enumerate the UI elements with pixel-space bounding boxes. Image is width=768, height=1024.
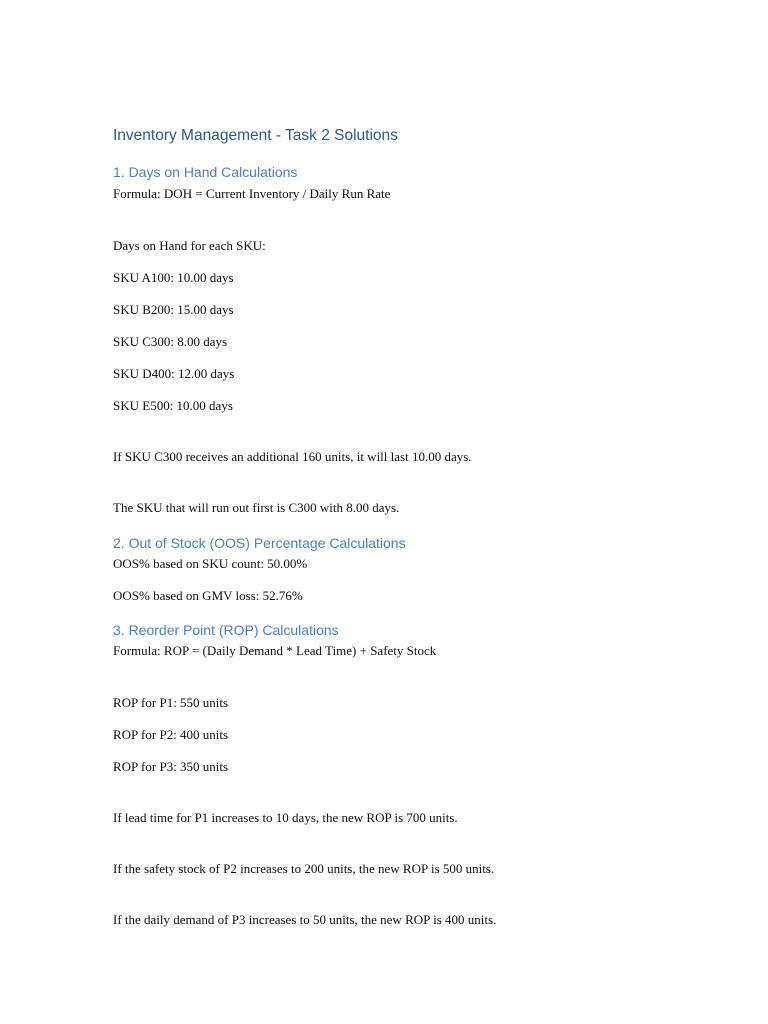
- rop-note: If the safety stock of P2 increases to 200 units, the new ROP is 500 units.: [113, 861, 495, 876]
- section-heading-rop: 3. Reorder Point (ROP) Calculations: [113, 622, 339, 638]
- doh-note: If SKU C300 receives an additional 160 units, it will last 10.00 days.: [113, 449, 472, 464]
- rop-item: ROP for P2: 400 units: [113, 727, 229, 742]
- section-heading-days-on-hand: 1. Days on Hand Calculations: [113, 164, 298, 180]
- rop-note: If the daily demand of P3 increases to 50 units, the new ROP is 400 units.: [113, 912, 497, 927]
- oos-item: OOS% based on GMV loss: 52.76%: [113, 588, 303, 603]
- doh-intro: Days on Hand for each SKU:: [113, 238, 266, 253]
- doh-note: The SKU that will run out first is C300 with 8.00 days.: [113, 500, 400, 515]
- doh-item: SKU C300: 8.00 days: [113, 334, 228, 349]
- doh-item: SKU A100: 10.00 days: [113, 270, 234, 285]
- rop-note: If lead time for P1 increases to 10 days, the new ROP is 700 units.: [113, 810, 458, 825]
- rop-formula: Formula: ROP = (Daily Demand * Lead Time) + Safety Stock: [113, 643, 437, 658]
- oos-item: OOS% based on SKU count: 50.00%: [113, 556, 308, 571]
- rop-item: ROP for P1: 550 units: [113, 695, 229, 710]
- doh-item: SKU D400: 12.00 days: [113, 366, 235, 381]
- doh-item: SKU E500: 10.00 days: [113, 398, 233, 413]
- rop-item: ROP for P3: 350 units: [113, 759, 229, 774]
- document-title: Inventory Management - Task 2 Solutions: [113, 127, 398, 144]
- doh-item: SKU B200: 15.00 days: [113, 302, 234, 317]
- doh-formula: Formula: DOH = Current Inventory / Daily Run Rate: [113, 186, 391, 201]
- section-heading-oos: 2. Out of Stock (OOS) Percentage Calculations: [113, 535, 406, 551]
